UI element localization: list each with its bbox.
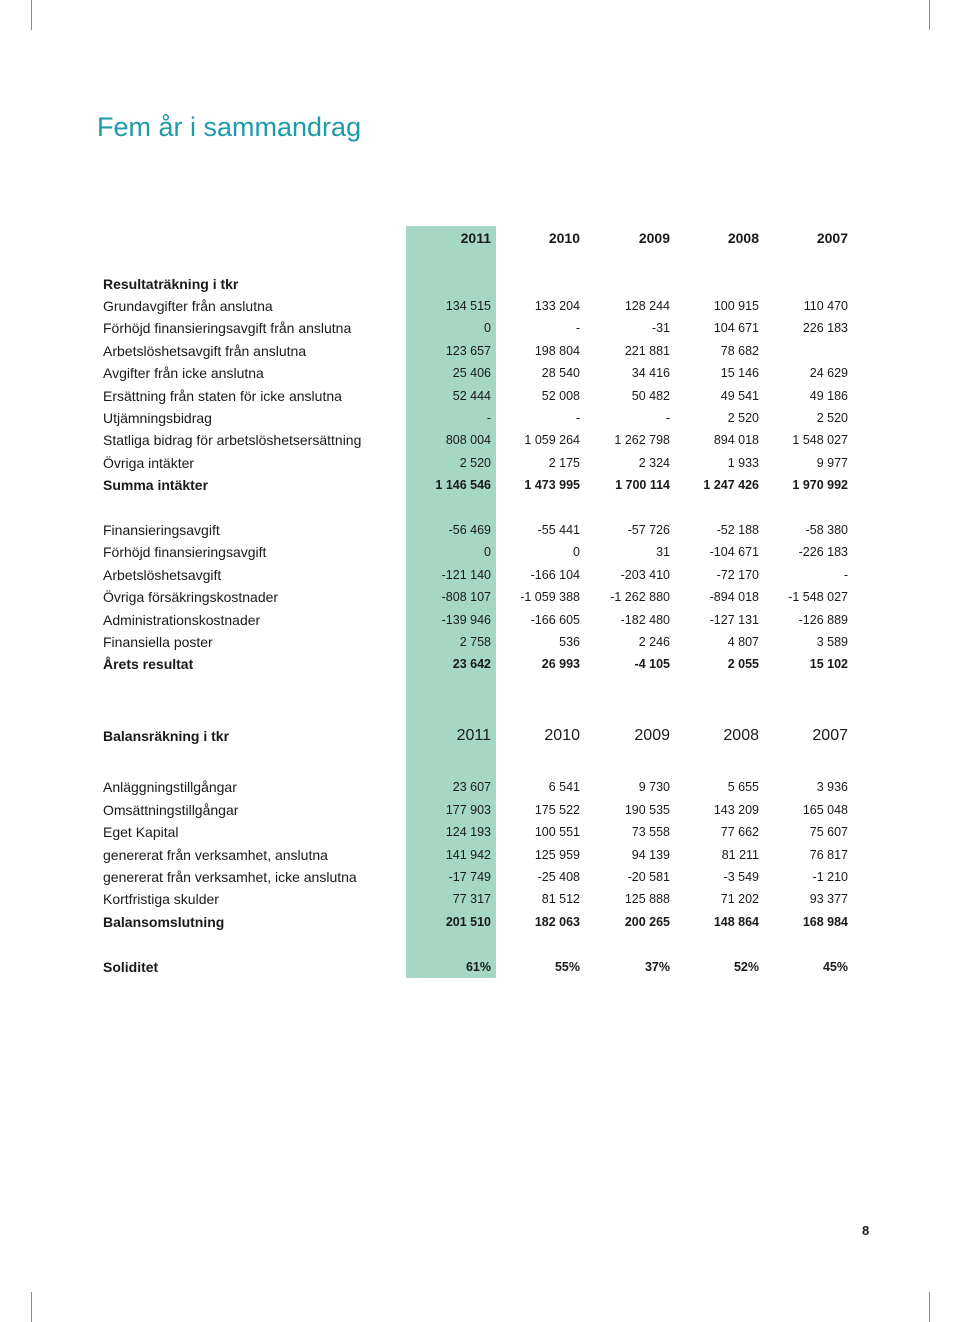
result-row bbox=[0, 653, 960, 675]
cell-value: - bbox=[665, 411, 670, 425]
table-row bbox=[0, 541, 960, 563]
table-row bbox=[0, 631, 960, 653]
table-row bbox=[0, 586, 960, 608]
cell-value: -52 188 bbox=[716, 523, 759, 537]
table-row bbox=[0, 407, 960, 429]
cell-value: 1 970 992 bbox=[792, 478, 848, 492]
table-row bbox=[0, 317, 960, 339]
cell-value: 2008 bbox=[727, 230, 759, 246]
cell-value: 52 008 bbox=[541, 389, 580, 403]
cell-value: -72 170 bbox=[716, 568, 759, 582]
cell-value: 123 657 bbox=[445, 344, 491, 358]
cell-value: 536 bbox=[559, 635, 580, 649]
row-label: Finansiella poster bbox=[103, 634, 213, 650]
cell-value: 81 512 bbox=[541, 892, 580, 906]
cell-value: -3 549 bbox=[723, 870, 759, 884]
total-row-income bbox=[0, 474, 960, 496]
crop-mark-top-left bbox=[31, 0, 32, 30]
row-label: Kortfristiga skulder bbox=[103, 891, 219, 907]
cell-value: 61% bbox=[465, 960, 491, 974]
cell-value: -1 210 bbox=[812, 870, 848, 884]
year-header-row bbox=[0, 227, 960, 249]
cell-value: 2009 bbox=[634, 727, 670, 744]
table-row bbox=[0, 385, 960, 407]
table-row bbox=[0, 866, 960, 888]
cell-value: 2 055 bbox=[727, 657, 759, 671]
crop-mark-bottom-right bbox=[929, 1292, 930, 1322]
cell-value: 9 730 bbox=[638, 780, 670, 794]
cell-value: -182 480 bbox=[620, 613, 670, 627]
row-label: Förhöjd finansieringsavgift från anslutna bbox=[103, 320, 352, 336]
cell-value: -25 408 bbox=[537, 870, 580, 884]
cell-value: 182 063 bbox=[534, 915, 580, 929]
cell-value: 226 183 bbox=[802, 321, 848, 335]
table-row bbox=[0, 844, 960, 866]
cell-value: -1 548 027 bbox=[788, 590, 848, 604]
table-row bbox=[0, 295, 960, 317]
table-row bbox=[0, 821, 960, 843]
cell-value: 37% bbox=[644, 960, 670, 974]
table-row bbox=[0, 452, 960, 474]
table-row bbox=[0, 776, 960, 798]
cell-value: -166 104 bbox=[530, 568, 580, 582]
table-row bbox=[0, 519, 960, 541]
cell-value: 221 881 bbox=[624, 344, 670, 358]
cell-value: 134 515 bbox=[445, 299, 491, 313]
cell-value: 2009 bbox=[638, 230, 670, 246]
row-label: Balansräkning i tkr bbox=[103, 728, 230, 744]
cell-value: 2 520 bbox=[727, 411, 759, 425]
cell-value: 28 540 bbox=[541, 366, 580, 380]
row-label: Summa intäkter bbox=[103, 477, 209, 493]
cell-value: 2 758 bbox=[459, 635, 491, 649]
cell-value: 100 551 bbox=[534, 825, 580, 839]
cell-value: -139 946 bbox=[441, 613, 491, 627]
cell-value: 52 444 bbox=[452, 389, 491, 403]
row-label: Balansomslutning bbox=[103, 914, 225, 930]
cell-value: 1 146 546 bbox=[435, 478, 491, 492]
row-label: genererat från verksamhet, icke anslutna bbox=[103, 869, 357, 885]
cell-value: 15 102 bbox=[809, 657, 848, 671]
cell-value: 177 903 bbox=[445, 803, 491, 817]
cell-value: 124 193 bbox=[445, 825, 491, 839]
row-label: Statliga bidrag för arbetslöshetsersättning bbox=[103, 432, 362, 448]
cell-value: 75 607 bbox=[809, 825, 848, 839]
cell-value: -203 410 bbox=[620, 568, 670, 582]
cell-value: 3 936 bbox=[816, 780, 848, 794]
cell-value: 76 817 bbox=[809, 848, 848, 862]
cell-value: -894 018 bbox=[709, 590, 759, 604]
cell-value: 808 004 bbox=[445, 433, 491, 447]
row-label: Resultaträkning i tkr bbox=[103, 276, 239, 292]
cell-value: 34 416 bbox=[631, 366, 670, 380]
cell-value: 15 146 bbox=[720, 366, 759, 380]
row-label: Anläggningstillgångar bbox=[103, 779, 237, 795]
cell-value: -55 441 bbox=[537, 523, 580, 537]
row-label: Arbetslöshetsavgift från anslutna bbox=[103, 343, 307, 359]
cell-value: 2011 bbox=[456, 727, 491, 744]
row-label: Avgifter från icke anslutna bbox=[103, 365, 264, 381]
cell-value: - bbox=[575, 411, 580, 425]
cell-value: 141 942 bbox=[445, 848, 491, 862]
row-label: Förhöjd finansieringsavgift bbox=[103, 544, 267, 560]
cell-value: -4 105 bbox=[634, 657, 670, 671]
cell-value: 2 175 bbox=[548, 456, 580, 470]
cell-value: 52% bbox=[733, 960, 759, 974]
cell-value: 125 959 bbox=[534, 848, 580, 862]
cell-value: 93 377 bbox=[809, 892, 848, 906]
cell-value: 175 522 bbox=[534, 803, 580, 817]
section-title-income bbox=[0, 273, 960, 295]
cell-value: 104 671 bbox=[713, 321, 759, 335]
cell-value: 2007 bbox=[816, 230, 848, 246]
row-label: Övriga försäkringskostnader bbox=[103, 589, 279, 605]
cell-value: 73 558 bbox=[631, 825, 670, 839]
cell-value: -17 749 bbox=[448, 870, 491, 884]
cell-value: -20 581 bbox=[627, 870, 670, 884]
cell-value: 24 629 bbox=[809, 366, 848, 380]
cell-value: 2010 bbox=[544, 727, 580, 744]
row-label: Utjämningsbidrag bbox=[103, 410, 212, 426]
row-label: Finansieringsavgift bbox=[103, 522, 220, 538]
cell-value: 148 864 bbox=[713, 915, 759, 929]
cell-value: -121 140 bbox=[441, 568, 491, 582]
cell-value: 4 807 bbox=[727, 635, 759, 649]
row-label: genererat från verksamhet, anslutna bbox=[103, 847, 328, 863]
crop-mark-top-right bbox=[929, 0, 930, 30]
cell-value: 3 589 bbox=[816, 635, 848, 649]
cell-value: 50 482 bbox=[631, 389, 670, 403]
cell-value: 133 204 bbox=[534, 299, 580, 313]
cell-value: 5 655 bbox=[727, 780, 759, 794]
cell-value: 31 bbox=[656, 545, 670, 559]
row-label: Eget Kapital bbox=[103, 824, 179, 840]
cell-value: 0 bbox=[484, 321, 491, 335]
row-label: Administrationskostnader bbox=[103, 612, 261, 628]
table-row bbox=[0, 362, 960, 384]
cell-value: -166 605 bbox=[530, 613, 580, 627]
row-label: Soliditet bbox=[103, 959, 159, 975]
solidity-row bbox=[0, 956, 960, 978]
table-row bbox=[0, 609, 960, 631]
cell-value: 2 324 bbox=[638, 456, 670, 470]
cell-value: 55% bbox=[554, 960, 580, 974]
cell-value: 200 265 bbox=[624, 915, 670, 929]
cell-value: 1 933 bbox=[727, 456, 759, 470]
cell-value: -1 262 880 bbox=[610, 590, 670, 604]
cell-value: -56 469 bbox=[448, 523, 491, 537]
cell-value: 198 804 bbox=[534, 344, 580, 358]
cell-value: 1 262 798 bbox=[614, 433, 670, 447]
row-label: Omsättningstillgångar bbox=[103, 802, 239, 818]
cell-value: 45% bbox=[822, 960, 848, 974]
cell-value: 168 984 bbox=[802, 915, 848, 929]
cell-value: 894 018 bbox=[713, 433, 759, 447]
cell-value: 77 662 bbox=[720, 825, 759, 839]
cell-value: -31 bbox=[651, 321, 670, 335]
page-title: Fem år i sammandrag bbox=[97, 112, 362, 142]
cell-value: - bbox=[575, 321, 580, 335]
cell-value: 9 977 bbox=[816, 456, 848, 470]
cell-value: 1 059 264 bbox=[524, 433, 580, 447]
cell-value: 165 048 bbox=[802, 803, 848, 817]
cell-value: 125 888 bbox=[624, 892, 670, 906]
table-row bbox=[0, 429, 960, 451]
cell-value: 78 682 bbox=[720, 344, 759, 358]
cell-value: 2011 bbox=[460, 230, 491, 246]
cell-value: 71 202 bbox=[720, 892, 759, 906]
cell-value: 2007 bbox=[812, 727, 848, 744]
cell-value: 1 247 426 bbox=[703, 478, 759, 492]
cell-value: 2 520 bbox=[459, 456, 491, 470]
cell-value: 2 520 bbox=[816, 411, 848, 425]
cell-value: 94 139 bbox=[631, 848, 670, 862]
cell-value: -1 059 388 bbox=[520, 590, 580, 604]
cell-value: -58 380 bbox=[805, 523, 848, 537]
cell-value: 49 541 bbox=[720, 389, 759, 403]
row-label: Ersättning från staten för icke anslutna bbox=[103, 388, 342, 404]
cell-value: 2 246 bbox=[638, 635, 670, 649]
cell-value: - bbox=[843, 568, 848, 582]
cell-value: 77 317 bbox=[452, 892, 491, 906]
cell-value: -127 131 bbox=[709, 613, 759, 627]
cell-value: 0 bbox=[484, 545, 491, 559]
cell-value: 143 209 bbox=[713, 803, 759, 817]
cell-value: 110 470 bbox=[803, 299, 848, 313]
cell-value: 6 541 bbox=[548, 780, 580, 794]
cell-value: 81 211 bbox=[721, 848, 759, 862]
cell-value: 1 473 995 bbox=[524, 478, 580, 492]
row-label: Arbetslöshetsavgift bbox=[103, 567, 222, 583]
cell-value: 201 510 bbox=[445, 915, 491, 929]
cell-value: 26 993 bbox=[541, 657, 580, 671]
cell-value: 49 186 bbox=[809, 389, 848, 403]
crop-mark-bottom-left bbox=[31, 1292, 32, 1322]
table-row bbox=[0, 888, 960, 910]
cell-value: 25 406 bbox=[452, 366, 491, 380]
cell-value: -226 183 bbox=[798, 545, 848, 559]
table-row bbox=[0, 340, 960, 362]
page-number: 8 bbox=[862, 1223, 870, 1238]
cell-value: -57 726 bbox=[627, 523, 670, 537]
cell-value: 23 642 bbox=[452, 657, 491, 671]
cell-value: - bbox=[486, 411, 491, 425]
cell-value: 1 700 114 bbox=[615, 478, 670, 492]
cell-value: 2010 bbox=[548, 230, 580, 246]
cell-value: 190 535 bbox=[624, 803, 670, 817]
cell-value: 128 244 bbox=[624, 299, 670, 313]
cell-value: -104 671 bbox=[709, 545, 759, 559]
table-row bbox=[0, 799, 960, 821]
table-row bbox=[0, 564, 960, 586]
cell-value: -126 889 bbox=[798, 613, 848, 627]
section-title-balance bbox=[0, 725, 960, 747]
cell-value: 1 548 027 bbox=[792, 433, 848, 447]
cell-value: 0 bbox=[573, 545, 580, 559]
total-row-balance bbox=[0, 911, 960, 933]
row-label: Grundavgifter från anslutna bbox=[103, 298, 273, 314]
cell-value: 2008 bbox=[723, 727, 759, 744]
cell-value: -808 107 bbox=[441, 590, 491, 604]
cell-value: 23 607 bbox=[452, 780, 491, 794]
row-label: Årets resultat bbox=[103, 656, 194, 672]
row-label: Övriga intäkter bbox=[103, 455, 195, 471]
cell-value: 100 915 bbox=[713, 299, 759, 313]
